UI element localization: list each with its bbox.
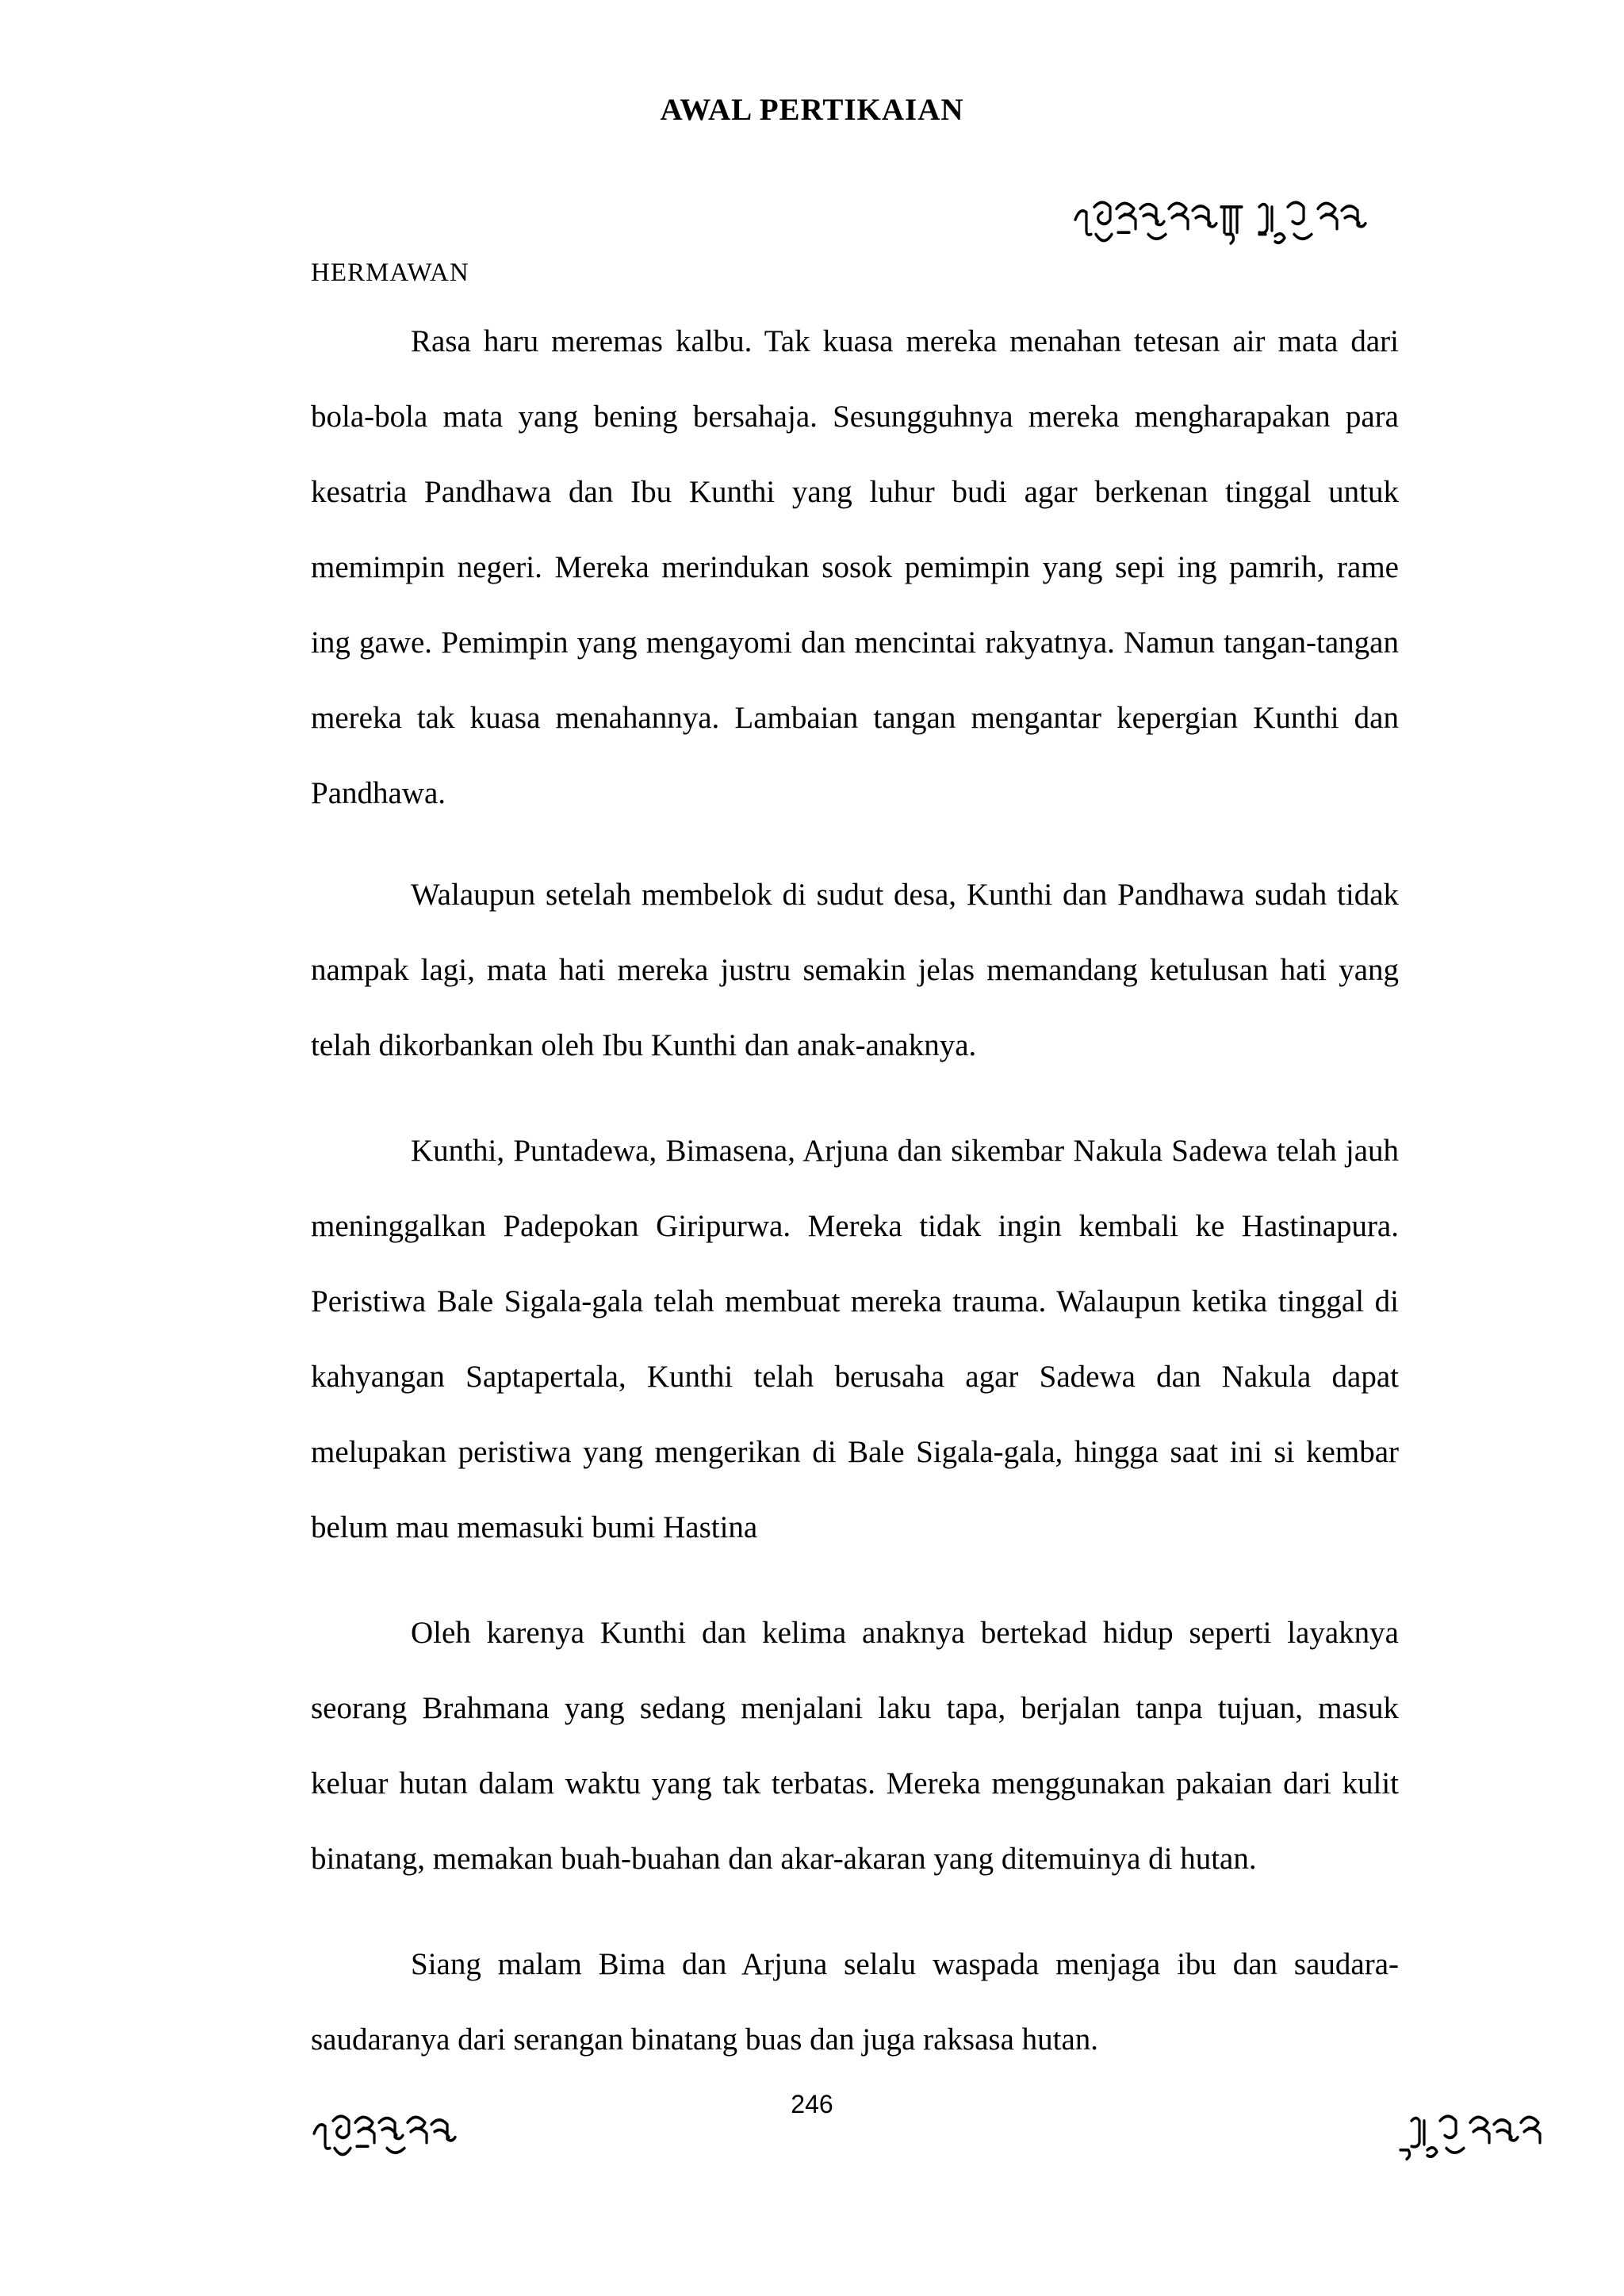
footer-right-ornament-svg <box>1397 2103 1556 2167</box>
javanese-script-ornament-right-icon <box>1397 2103 1556 2173</box>
author-name: HERMAWAN <box>311 258 469 287</box>
page-title: AWAL PERTIKAIAN <box>660 93 964 127</box>
paragraph-5: Siang malam Bima dan Arjuna selalu waspada menjaga ibu dan saudara-saudaranya dari serangan binatang buas dan juga raksasa hutan. <box>311 1947 1399 2057</box>
javanese-script-ornament-left-icon <box>311 2103 485 2173</box>
body-text <box>311 304 1399 2107</box>
paragraph-2: Walaupun setelah membelok di sudut desa, Kunthi dan Pandhawa sudah tidak nampak lagi, mata hati mereka justru semakin jelas memandang ketulusan hati yang telah dikorbankan oleh Ibu Kunthi dan anak-anaknya. <box>311 878 1399 1062</box>
footer-left-ornament-svg <box>311 2103 485 2167</box>
paragraph-4: Oleh karenya Kunthi dan kelima anaknya bertekad hidup seperti layaknya seorang Brahmana yang sedang menjalani laku tapa, berjalan tanpa tujuan, masuk keluar hutan dalam waktu yang tak terbatas. Mereka menggunakan pakaian dari kulit binatang, memakan buah-buahan dan akar-akaran yang ditemuinya di hutan. <box>311 1616 1399 1876</box>
page-number: 246 <box>791 2090 833 2118</box>
header-ornament-svg <box>1072 189 1405 253</box>
paragraph-3: Kunthi, Puntadewa, Bimasena, Arjuna dan sikembar Nakula Sadewa telah jauh meninggalkan Padepokan Giripurwa. Mereka tidak ingin kembali ke Hastinapura. Peristiwa Bale Sigala-gala telah membuat mereka trauma. Walaupun ketika tinggal di kahyangan Saptapertala, Kunthi telah berusaha agar Sadewa dan Nakula dapat melupakan peristiwa yang mengerikan di Bale Sigala-gala, hingga saat ini si kembar belum mau memasuki bumi Hastina <box>311 1134 1399 1544</box>
paragraph-1: Rasa haru meremas kalbu. Tak kuasa mereka menahan tetesan air mata dari bola-bola mata yang bening bersahaja. Sesungguhnya mereka mengharapakan para kesatria Pandhawa dan Ibu Kunthi yang luhur budi agar berkenan tinggal untuk memimpin negeri. Mereka merindukan sosok pemimpin yang sepi ing pamrih, rame ing gawe. Pemimpin yang mengayomi dan mencintai rakyatnya. Namun tangan-tangan mereka tak kuasa menahannya. Lambaian tangan mengantar kepergian Kunthi dan Pandhawa. <box>311 324 1399 810</box>
javanese-script-ornament-icon <box>1072 189 1405 259</box>
